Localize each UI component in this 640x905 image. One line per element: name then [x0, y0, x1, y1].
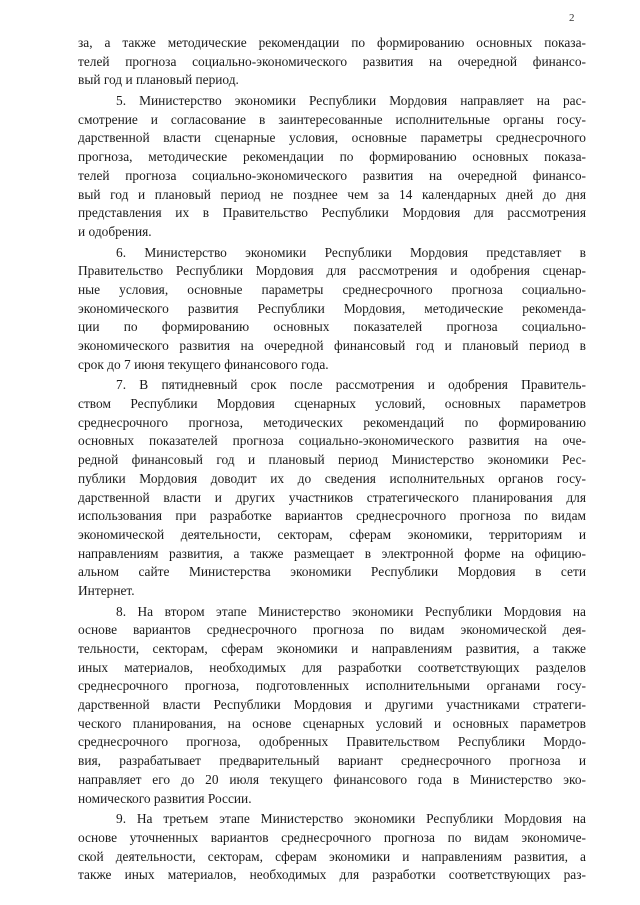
text-line: альном сайте Министерства экономики Республики Мордовия в сети	[78, 564, 586, 580]
text-line: основе уточненных вариантов среднесрочного прогноза по видам экономиче-	[78, 829, 586, 845]
text-line: направляет его до 20 июля текущего финансового года в Министерство эко-	[78, 771, 586, 787]
text-line: публики Мордовия доводит их до сведения исполнительных органов госу-	[78, 470, 586, 486]
text-line: экономического развития Республики Мордовия, методические рекоменда-	[78, 300, 586, 316]
text-line: вия, разрабатывает предварительный вариант среднесрочного прогноза и	[78, 753, 586, 769]
text-line: телей прогноза социально-экономического развития на очередной финансо-	[78, 53, 586, 69]
text-line: дарственной власти сценарные условия, основные параметры среднесрочного	[78, 130, 586, 146]
text-line: ством Республики Мордовия сценарных условий, основных параметров	[78, 396, 586, 412]
text-line: экономической деятельности, секторам, сферам экономики, территориям и	[78, 526, 586, 542]
text-line: использования при разработке вариантов среднесрочного прогноза по видам	[78, 508, 586, 524]
text-line: основных показателей прогноза социально-экономического развития на оче-	[78, 433, 586, 449]
text-line: Правительство Республики Мордовия для рассмотрения и одобрения сценар-	[78, 263, 586, 279]
text-line: за, а также методические рекомендации по формированию основных показа-	[78, 35, 586, 50]
text-line: направлениям развития, а также размещает в электронной форме на официю-	[78, 545, 586, 561]
page-number: 2	[569, 12, 575, 24]
text-line: среднесрочного прогноза, методических рекомендаций по формированию	[78, 414, 586, 430]
text-line: тельности, секторам, сферам экономики и направлениям развития, а также	[78, 641, 586, 656]
text-line: вый год и плановый период не позднее чем за 14 календарных дней до дня	[78, 186, 586, 202]
text-line: ческого планирования, на основе сценарных условий и основных параметров	[78, 715, 586, 731]
text-line: срок до 7 июня текущего финансового года.	[78, 356, 329, 372]
text-line: 8. На втором этапе Министерство экономики Республики Мордовия на	[116, 603, 586, 619]
text-line: среднесрочного прогноза, одобренных Правительством Республики Мордо-	[78, 734, 586, 750]
text-line: ской деятельности, секторам, сферам экономики и направлениям развития, а	[78, 848, 586, 864]
text-line: 5. Министерство экономики Республики Мордовия направляет на рас-	[116, 93, 586, 109]
text-line: 6. Министерство экономики Республики Мордовия представляет в	[116, 244, 586, 260]
text-line: и одобрения.	[78, 223, 152, 239]
text-line: смотрение и согласование в заинтересованные исполнительные органы госу-	[78, 111, 586, 127]
text-line: телей прогноза социально-экономического развития на очередной финансо-	[78, 167, 586, 183]
text-line: дарственной власти и других участников стратегического планирования для	[78, 489, 586, 505]
text-line: вый год и плановый период.	[78, 72, 239, 88]
text-line: среднесрочного прогноза, подготовленных исполнительными органами госу-	[78, 678, 586, 694]
text-line: редной финансовый год и плановый период Министерство экономики Рес-	[78, 452, 586, 468]
text-line: прогноза, методические рекомендации по формированию основных показа-	[78, 149, 586, 165]
text-line: экономического развития на очередной финансовый год и плановый период в	[78, 338, 586, 353]
text-line: представления их в Правительство Республики Мордовия для рассмотрения	[78, 205, 586, 221]
document-body	[78, 34, 586, 885]
text-line: 7. В пятидневный срок после рассмотрения и одобрения Правитель-	[116, 377, 586, 393]
text-line: ции по формированию основных показателей прогноза социально-	[78, 319, 586, 335]
text-line: также иных материалов, необходимых для разработки соответствующих раз-	[78, 867, 586, 883]
text-line: иных материалов, необходимых для разработки соответствующих разделов	[78, 659, 586, 675]
text-line: ные условия, основные параметры среднесрочного прогноза социально-	[78, 281, 586, 297]
text-line: номического развития России.	[78, 790, 252, 806]
text-line: Интернет.	[78, 582, 135, 598]
text-line: основе вариантов среднесрочного прогноза по видам экономической дея-	[78, 622, 586, 638]
text-line: дарственной власти Республики Мордовия и другими участниками стратеги-	[78, 697, 586, 713]
text-line: 9. На третьем этапе Министерство экономики Республики Мордовия на	[116, 811, 586, 827]
